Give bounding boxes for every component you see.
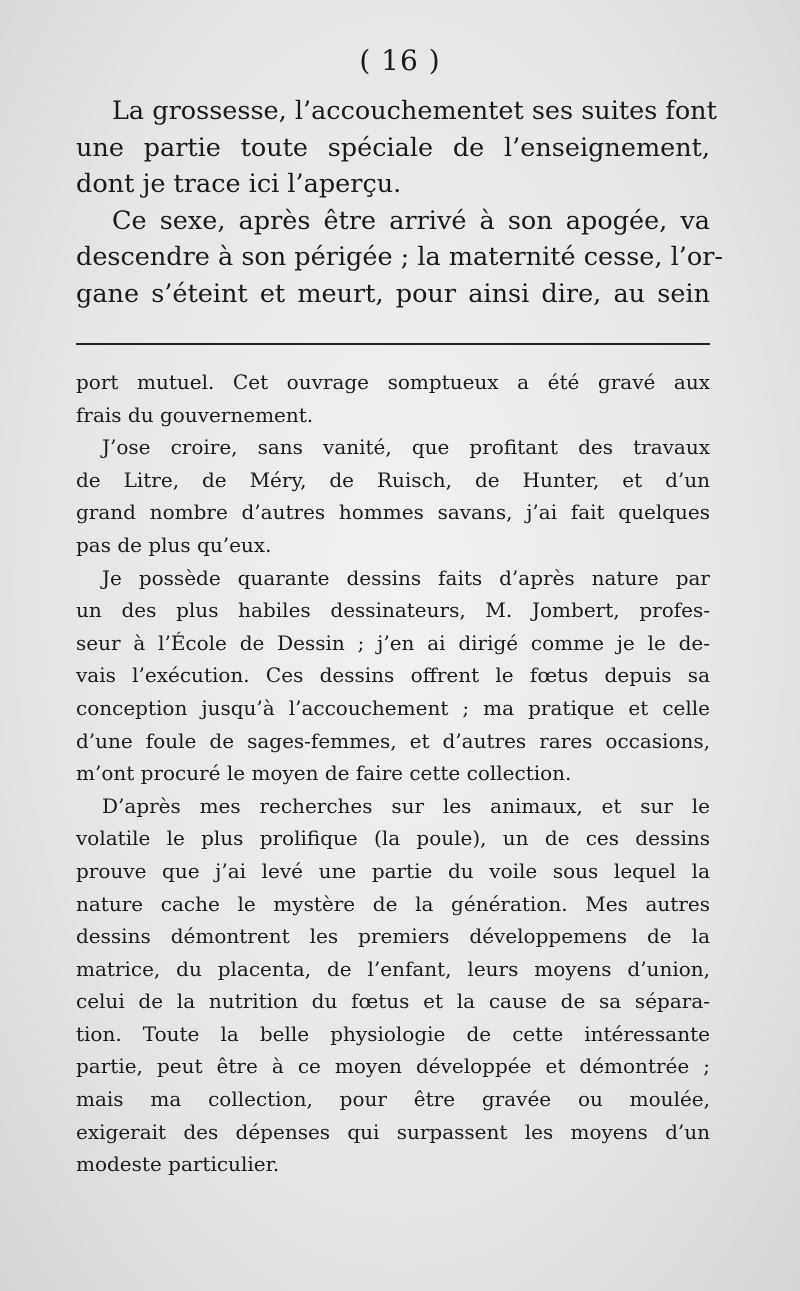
text-line: partie, peut être à ce moyen développée et démontrée ;	[76, 1054, 710, 1079]
text-line: port mutuel. Cet ouvrage somptueux a été gravé aux	[76, 370, 710, 394]
text-line: tion. Toute la belle physiologie de cette intéressante	[76, 1021, 710, 1046]
text-line: D’après mes recherches sur les animaux, et sur le	[102, 793, 710, 818]
page-number: ( 16 )	[359, 44, 441, 77]
text-line: descendre à son périgée ; la maternité cesse, l’or-	[76, 242, 724, 272]
text-line: exigerait des dépenses qui surpassent les moyens d’un	[76, 1119, 710, 1144]
text-line: conception jusqu’à l’accouchement ; ma pratique et celle	[76, 695, 710, 720]
text-line: frais du gouvernement.	[76, 402, 314, 427]
text-line: pas de plus qu’eux.	[76, 532, 272, 557]
footnote-paragraph	[76, 366, 710, 431]
main-paragraph	[76, 203, 724, 313]
text-line: m’ont procuré le moyen de faire cette collection.	[76, 761, 572, 786]
footnote-paragraph	[76, 790, 710, 1181]
text-line: grand nombre d’autres hommes savans, j’ai fait quelques	[76, 500, 710, 525]
main-text	[76, 93, 724, 312]
footnote-divider	[76, 343, 710, 345]
text-line: volatile le plus prolifique (la poule), un de ces dessins	[76, 826, 710, 851]
text-line: un des plus habiles dessinateurs, M. Jombert, profes-	[76, 598, 710, 623]
footnote-paragraph	[76, 431, 710, 561]
main-paragraph	[76, 93, 717, 203]
text-line: dont je trace ici l’aperçu.	[76, 169, 402, 199]
footnote-paragraph	[76, 562, 710, 790]
text-line: de Litre, de Méry, de Ruisch, de Hunter, et d’un	[76, 467, 710, 492]
text-line: modeste particulier.	[76, 1152, 280, 1177]
footnote	[76, 366, 710, 1181]
text-line: vais l’exécution. Ces dessins offrent le fœtus depuis sa	[76, 663, 710, 688]
text-line: une partie toute spéciale de l’enseignement,	[76, 132, 710, 163]
text-line: J’ose croire, sans vanité, que profitant des travaux	[102, 435, 710, 460]
text-line: celui de la nutrition du fœtus et la cause de sa sépara-	[76, 989, 710, 1014]
text-line: d’une foule de sages-femmes, et d’autres rares occasions,	[76, 728, 710, 753]
text-line: nature cache le mystère de la génération. Mes autres	[76, 891, 710, 916]
text-line: dessins démontrent les premiers développemens de la	[76, 924, 710, 949]
text-line: prouve que j’ai levé une partie du voile sous lequel la	[76, 858, 710, 883]
text-line: mais ma collection, pour être gravée ou moulée,	[76, 1087, 710, 1112]
text-line: gane s’éteint et meurt, pour ainsi dire, au sein	[76, 278, 710, 309]
text-line: seur à l’École de Dessin ; j’en ai dirigé comme je le de-	[76, 630, 710, 655]
text-line: matrice, du placenta, de l’enfant, leurs moyens d’union,	[76, 956, 710, 981]
text-line: La grossesse, l’accouchementet ses suites font	[112, 96, 717, 126]
text-line: Ce sexe, après être arrivé à son apogée, va	[112, 205, 710, 236]
text-line: Je possède quarante dessins faits d’après nature par	[102, 565, 710, 590]
